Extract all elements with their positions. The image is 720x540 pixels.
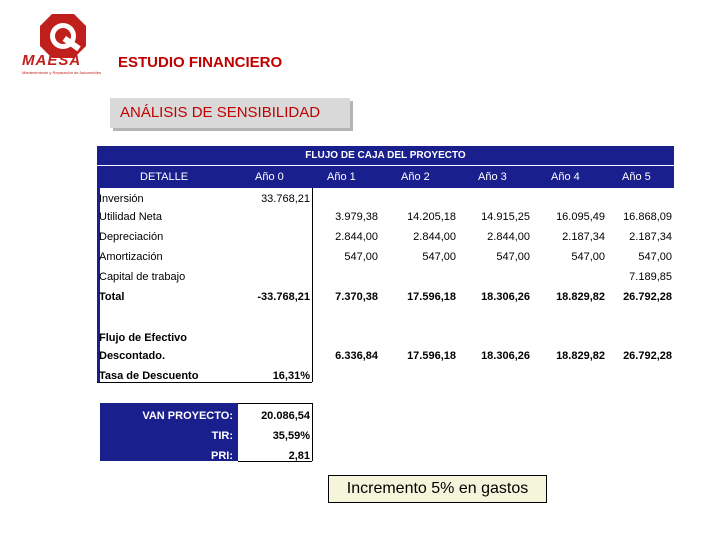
sensitivity-callout: Incremento 5% en gastos [328,475,547,503]
table-cell: 547,00 [571,251,605,263]
table-cell: 2.187,34 [629,231,672,243]
subtitle-box [110,98,350,128]
row-label: Depreciación [99,231,164,243]
tir-label: TIR: [211,430,233,442]
page-title: ESTUDIO FINANCIERO [118,54,283,71]
pri-value: 2,81 [288,450,310,462]
table-header-title: FLUJO DE CAJA DEL PROYECTO [305,150,466,161]
table-header [97,146,674,165]
row-label: Tasa de Descuento [99,370,199,382]
table-cell: 33.768,21 [261,193,310,205]
table-cell: 547,00 [638,251,672,263]
row-label: Capital de trabajo [99,271,186,283]
table-cell: 17.596,18 [407,350,456,362]
column-header: Año 5 [622,171,651,183]
table-cell: 547,00 [344,251,378,263]
table-cell: 18.306,26 [481,291,530,303]
table-cell: 18.306,26 [481,350,530,362]
tir-value: 35,59% [272,430,310,442]
row-label: Flujo de Efectivo [99,332,188,344]
table-cell: 547,00 [422,251,456,263]
table-cell: 18.829,82 [556,291,605,303]
row-label: Amortización [99,251,163,263]
table-cell: 17.596,18 [407,291,456,303]
table-cell: 18.829,82 [556,350,605,362]
column-header: Año 0 [255,171,284,183]
row-label: Inversión [99,193,144,205]
table-cell: 26.792,28 [623,350,672,362]
logo-wordmark: MAESA [22,52,82,69]
table-cell: 26.792,28 [623,291,672,303]
divider [238,403,312,404]
van-value: 20.086,54 [261,410,310,422]
table-cell: 2.844,00 [413,231,456,243]
table-cell: 2.187,34 [562,231,605,243]
table-cell: 3.979,38 [335,211,378,223]
row-label: Descontado. [99,350,166,362]
logo-tagline: Mantenimiento y Reparación de Automóviles [22,70,102,75]
row-label: Total [99,291,125,303]
table-cell: 14.915,25 [481,211,530,223]
table-cell: 547,00 [496,251,530,263]
column-header: Año 3 [478,171,507,183]
row-label: Utilidad Neta [99,211,162,223]
divider [312,403,313,461]
table-cell: 7.370,38 [335,291,378,303]
column-header: Año 2 [401,171,430,183]
table-cell: 14.205,18 [407,211,456,223]
discount-rate-value: 16,31% [272,370,310,382]
table-cell: 16.095,49 [556,211,605,223]
table-cell: 2.844,00 [487,231,530,243]
table-cell: 7.189,85 [629,271,672,283]
column-header: Año 1 [327,171,356,183]
column-header: Año 4 [551,171,580,183]
table-cell: 16.868,09 [623,211,672,223]
page-subtitle: ANÁLISIS DE SENSIBILIDAD [120,104,321,121]
divider [97,382,312,383]
table-cell: 6.336,84 [335,350,378,362]
van-label: VAN PROYECTO: [142,410,233,422]
table-cell: -33.768,21 [257,291,310,303]
column-header: DETALLE [140,171,189,183]
pri-label: PRI: [211,450,233,462]
table-cell: 2.844,00 [335,231,378,243]
